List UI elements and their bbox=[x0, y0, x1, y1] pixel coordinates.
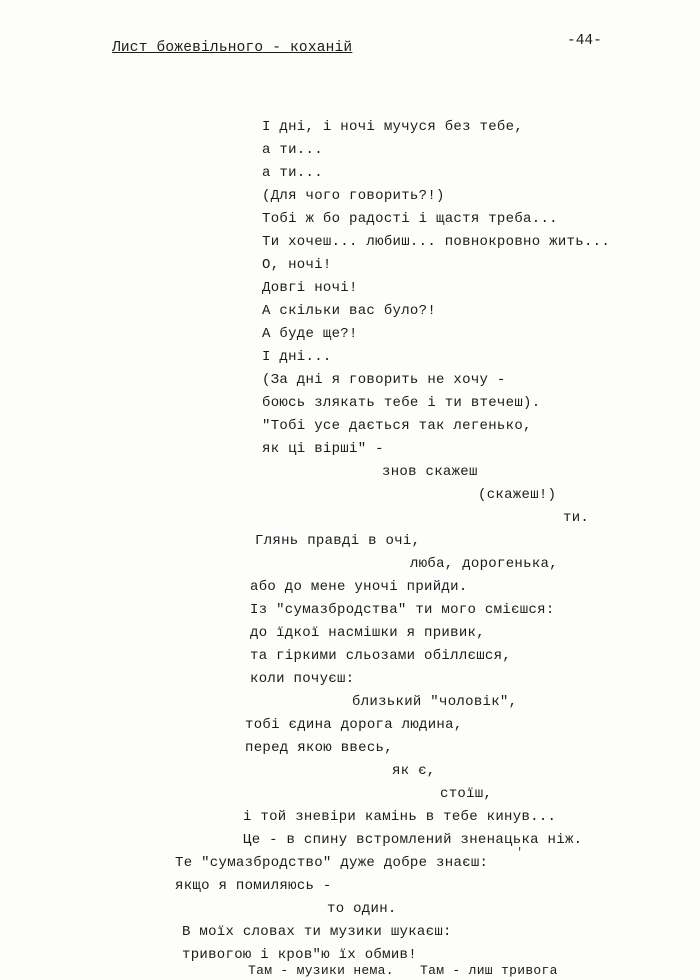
poem-line: Там - музики нема. bbox=[248, 963, 394, 978]
poem-line: А скільки вас було?! bbox=[262, 303, 437, 319]
poem-line: коли почуєш: bbox=[250, 671, 355, 687]
poem-line: як є, bbox=[392, 763, 436, 779]
poem-line: А буде ще?! bbox=[262, 326, 358, 342]
poem-line: стоїш, bbox=[440, 786, 493, 802]
poem-line: Довгі ночі! bbox=[262, 280, 358, 296]
poem-line: Це - в спину встромлений зненацька ніж. bbox=[243, 832, 583, 848]
poem-line: перед якою ввесь, bbox=[245, 740, 393, 756]
poem-line: Там - лиш тривога bbox=[420, 963, 558, 978]
poem-line: (Для чого говорить?!) bbox=[262, 188, 445, 204]
poem-line: І дні... bbox=[262, 349, 332, 365]
poem-line: "Тобі усе дається так легенько, bbox=[262, 418, 532, 434]
poem-line: боюсь злякать тебе і ти втечеш). bbox=[262, 395, 541, 411]
poem-line: І дні, і ночі мучуся без тебе, bbox=[262, 119, 524, 135]
poem-line: як ці вірші" - bbox=[262, 441, 384, 457]
correction-mark-icon: ' bbox=[516, 846, 524, 860]
page-number: -44- bbox=[567, 33, 602, 49]
poem-line: або до мене уночі прийди. bbox=[250, 579, 468, 595]
poem-line: тривогою і кров"ю їх обмив! bbox=[182, 947, 417, 963]
poem-line: (За дні я говорить не хочу - bbox=[262, 372, 506, 388]
poem-line: до їдкої насмішки я привик, bbox=[250, 625, 485, 641]
poem-line: і той зневіри камінь в тебе кинув... bbox=[243, 809, 557, 825]
poem-line: то один. bbox=[327, 901, 397, 917]
poem-line: ти. bbox=[563, 510, 590, 526]
poem-line: (скажеш!) bbox=[478, 487, 557, 503]
document-title: Лист божевільного - коханій bbox=[112, 40, 353, 56]
poem-line: люба, дорогенька, bbox=[410, 556, 558, 572]
poem-line: близький "чоловік", bbox=[352, 694, 518, 710]
poem-line: Із "сумазбродства" ти мого смієшся: bbox=[250, 602, 555, 618]
poem-line: Глянь правді в очі, bbox=[255, 533, 421, 549]
poem-line: знов скажеш bbox=[382, 464, 478, 480]
poem-line: тобі єдина дорога людина, bbox=[245, 717, 463, 733]
poem-line: а ти... bbox=[262, 165, 323, 181]
poem-line: Ти хочеш... любиш... повнокровно жить... bbox=[262, 234, 611, 250]
poem-line: В моїх словах ти музики шукаєш: bbox=[182, 924, 452, 940]
poem-line: Те "сумазбродство" дуже добре знаєш: bbox=[175, 855, 489, 871]
poem-line: якщо я помиляюсь - bbox=[175, 878, 332, 894]
poem-line: Тобі ж бо радості і щастя треба... bbox=[262, 211, 558, 227]
poem-line: О, ночі! bbox=[262, 257, 332, 273]
poem-line: а ти... bbox=[262, 142, 323, 158]
poem-line: та гіркими сльозами обіллєшся, bbox=[250, 648, 512, 664]
